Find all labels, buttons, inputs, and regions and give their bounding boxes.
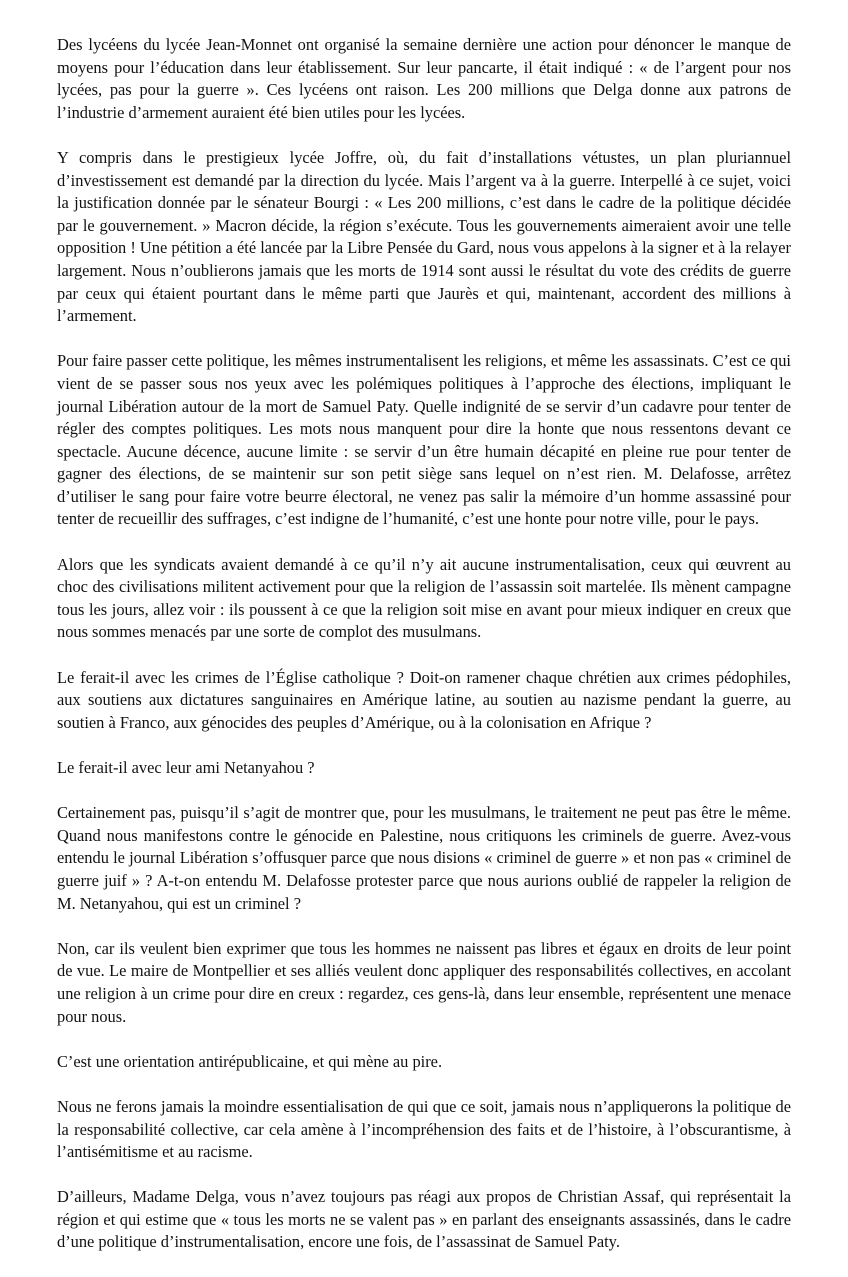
- paragraph: Des lycéens du lycée Jean-Monnet ont organisé la semaine dernière une action pour dénoncer le manque de moyens pour l’éducation dans leur établissement. Sur leur pancarte, il était indiqué : « de l’argent pour nos lycées, pas pour la guerre ». Ces lycéens ont raison. Les 200 millions que Delga donne aux patrons de l’industrie d’armement auraient été bien utiles pour les lycées.: [57, 35, 791, 122]
- paragraph: Nous ne ferons jamais la moindre essentialisation de qui que ce soit, jamais nous n’appliquerons la politique de la responsabilité collective, car cela amène à l’incompréhension des faits et de l’histoire, à l’obscurantisme, à l’antisémitisme et au racisme.: [57, 1096, 791, 1162]
- paragraph: Alors que les syndicats avaient demandé à ce qu’il n’y ait aucune instrumentalisation, ceux qui œuvrent au choc des civilisations militent activement pour que la religion de l’assassin soit martelée. Ils mènent campagne tous les jours, allez voir : ils poussent à ce que la religion soit mise en avant pour mieux indiquer en creux que nous sommes menacés par une sorte de complot des musulmans.: [57, 554, 791, 642]
- paragraph: Le ferait-il avec les crimes de l’Église catholique ? Doit-on ramener chaque chrétien aux crimes pédophiles, aux soutiens aux dictatures sanguinaires en Amérique latine, au soutien au nazisme pendant la guerre, au soutien à Franco, aux génocides des peuples d’Amérique, ou à la colonisation en Afrique ?: [57, 667, 791, 732]
- paragraph: C’est une orientation antirépublicaine, et qui mène au pire.: [57, 1051, 443, 1071]
- paragraph: Certainement pas, puisqu’il s’agit de montrer que, pour les musulmans, le traitement ne peut pas être le même. Quand nous manifestons contre le génocide en Palestine, nous critiquons les criminels de guerre. Avez-vous entendu le journal Libération s’offusquer parce que nous disions « criminel de guerre » et non pas « criminel de guerre juif » ? A-t-on entendu M. Delafosse protester parce que nous aurions oublié de rappeler la religion de M. Netanyahou, qui est un criminel ?: [57, 803, 791, 913]
- paragraph: Le ferait-il avec leur ami Netanyahou ?: [57, 758, 315, 777]
- paragraph: Pour faire passer cette politique, les mêmes instrumentalisent les religions, et même les assassinats. C’est ce qui vient de se passer sous nos yeux avec les polémiques politiques à l’approche des élections, impliquant le journal Libération autour de la mort de Samuel Paty. Quelle indignité de se servir d’un cadavre pour tenter de régler des comptes politiques. Les mots nous manquent pour dire la honte que nous ressentons devant ce spectacle. Aucune décence, aucune limite : se servir d’un être humain décapité en pleine rue pour tenter de gagner des élections, de se maintenir sur son petit siège sans lequel on n’est rien. M. Delafosse, arrêtez d’utiliser le sang pour faire votre beurre électoral, ne venez pas salir la mémoire d’un homme assassiné pour tenter de recueillir des suffrages, c’est indigne de l’humanité, c’est une honte pour notre ville, pour le pays.: [57, 351, 791, 529]
- paragraph: Y compris dans le prestigieux lycée Joffre, où, du fait d’installations vétustes, un plan pluriannuel d’investissement est demandé par la direction du lycée. Mais l’argent va à la guerre. Interpellé à ce sujet, voici la justification donnée par le sénateur Bourgi : « Les 200 millions, c’est dans le cadre de la politique décidée par le gouvernement. » Macron décide, la région s’exécute. Tous les gouvernements aimeraient avoir une telle opposition ! Une pétition a été lancée par la Libre Pensée du Gard, nous vous appelons à la signer et à la relayer largement. Nous n’oublierons jamais que les morts de 1914 sont aussi le résultat du vote des crédits de guerre par ceux qui étaient pourtant dans le même parti que Jaurès et qui, maintenant, accordent des millions à l’armement.: [57, 147, 791, 326]
- paragraph: D’ailleurs, Madame Delga, vous n’avez toujours pas réagi aux propos de Christian Assaf, qui représentait la région et qui estime que « tous les morts ne se valent pas » en parlant des enseignants assassinés, dans le cadre d’une politique d’instrumentalisation, encore une fois, de l’assassinat de Samuel Paty.: [57, 1187, 791, 1252]
- paragraph: Non, car ils veulent bien exprimer que tous les hommes ne naissent pas libres et égaux en droits de leur point de vue. Le maire de Montpellier et ses alliés veulent donc appliquer des responsabilités collectives, en accolant une religion à un crime pour dire en creux : regardez, ces gens-là, dans leur ensemble, représentent une menace pour nous.: [57, 938, 791, 1026]
- document-page: [57, 34, 791, 1277]
